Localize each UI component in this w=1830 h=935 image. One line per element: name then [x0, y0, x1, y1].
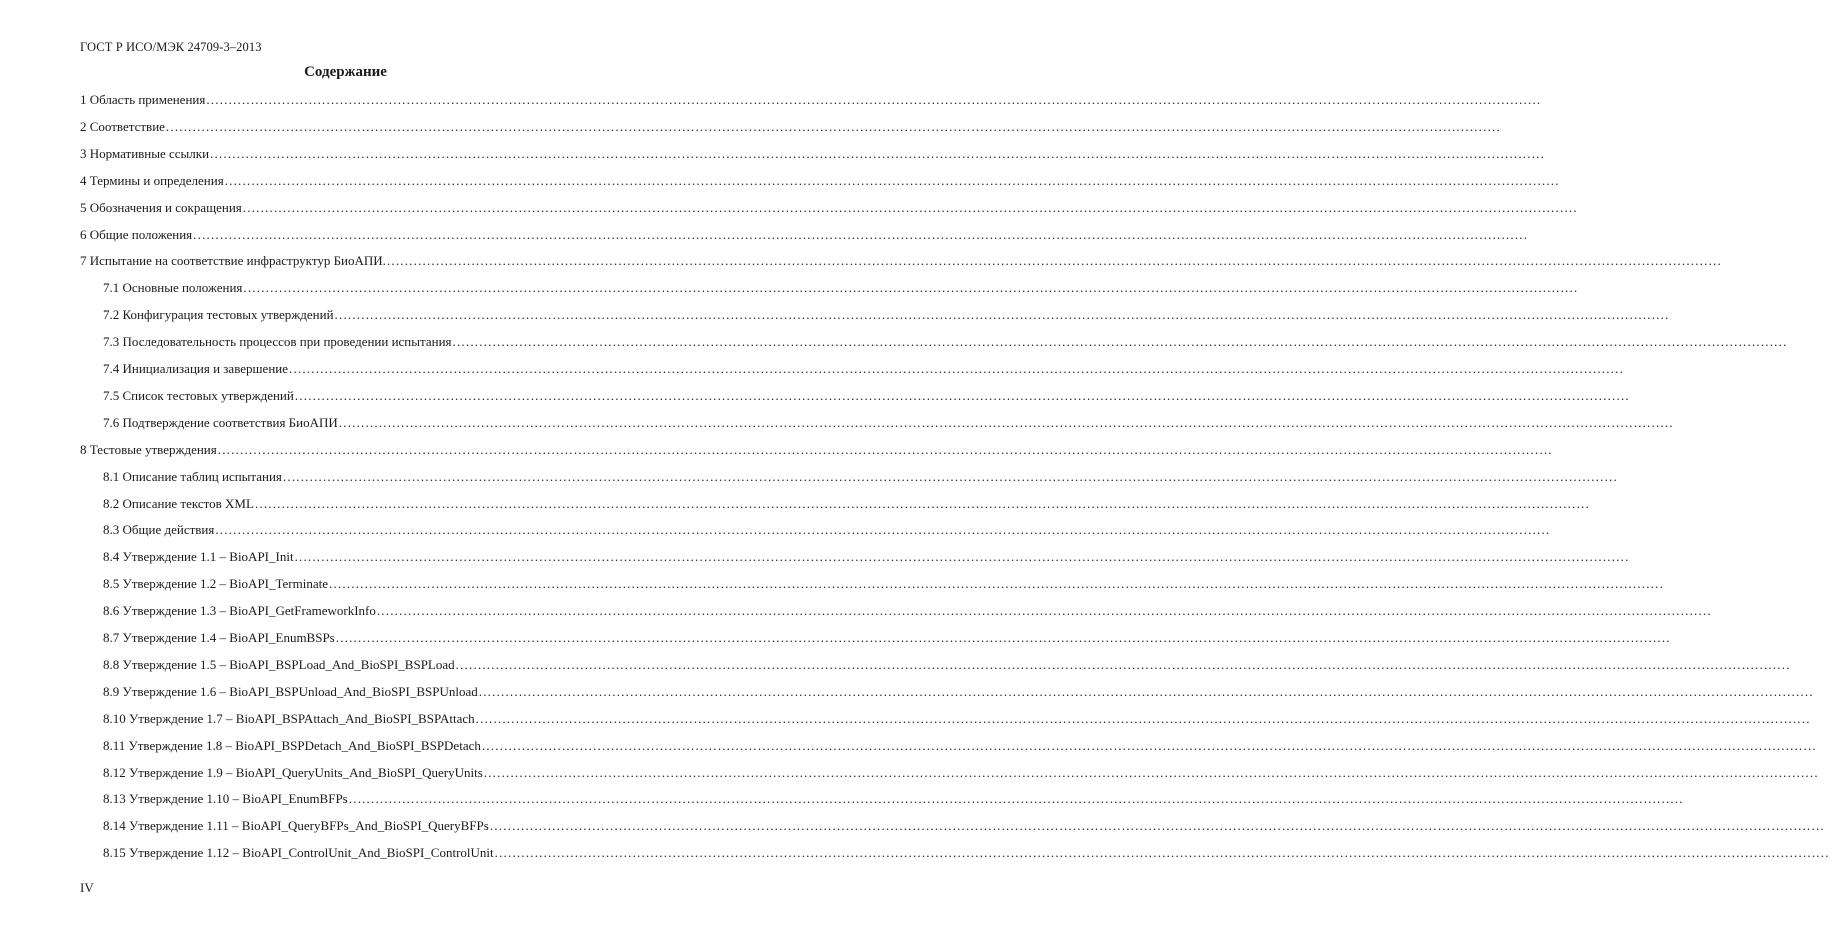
toc-entry[interactable]: [80, 172, 1560, 193]
toc-entry[interactable]: [103, 603, 1712, 623]
toc-dot-leader: ............................................................................................................................................................................................................................................................................................................: [475, 710, 1811, 726]
toc-entry-label: 7.5 Список тестовых утверждений: [103, 387, 294, 403]
toc-entry-label: 8.13 Утверждение 1.10 – BioAPI_EnumBFPs: [103, 791, 348, 807]
toc-dot-leader: ............................................................................................................................................................................................................................................................................................................: [224, 172, 1560, 188]
toc-entry[interactable]: [103, 334, 1788, 354]
toc-entry[interactable]: [103, 630, 1671, 650]
toc-dot-leader: ............................................................................................................................................................................................................................................................................................................: [455, 656, 1791, 672]
toc-dot-leader: ............................................................................................................................................................................................................................................................................................................: [483, 764, 1819, 780]
toc-entry[interactable]: [103, 791, 1684, 811]
toc-entry[interactable]: [103, 737, 1817, 758]
toc-dot-leader: ............................................................................................................................................................................................................................................................................................................: [478, 683, 1814, 699]
toc-entry-label: 8.4 Утверждение 1.1 – BioAPI_Init: [103, 549, 294, 565]
toc-entry[interactable]: [103, 387, 1630, 408]
toc-entry-label: 3 Нормативные ссылки: [80, 145, 210, 161]
toc-entry[interactable]: [80, 226, 1529, 247]
toc-entry[interactable]: [103, 361, 1625, 381]
toc-dot-leader: ............................................................................................................................................................................................................................................................................................................: [210, 145, 1546, 161]
toc-entry[interactable]: [103, 683, 1814, 704]
toc-entry-label: 7.3 Последовательность процессов при проведении испытания: [103, 334, 452, 350]
toc-dot-leader: ............................................................................................................................................................................................................................................................................................................: [481, 737, 1817, 753]
toc-dot-leader: ............................................................................................................................................................................................................................................................................................................: [494, 845, 1830, 861]
toc-entry-label: 1 Область применения: [80, 92, 206, 107]
toc-entry[interactable]: [103, 710, 1811, 731]
toc-dot-leader: ............................................................................................................................................................................................................................................................................................................: [348, 791, 1684, 807]
toc-title: Содержание: [304, 64, 387, 80]
toc-dot-leader: ............................................................................................................................................................................................................................................................................................................: [452, 334, 1788, 350]
toc-entry[interactable]: [103, 522, 1551, 542]
toc-entry[interactable]: [103, 818, 1825, 838]
toc-dot-leader: ............................................................................................................................................................................................................................................................................................................: [338, 414, 1674, 430]
toc-entry-label: 8 Тестовые утверждения: [80, 441, 217, 457]
toc-entry[interactable]: [103, 414, 1674, 435]
toc-dot-leader: ............................................................................................................................................................................................................................................................................................................: [294, 549, 1630, 565]
toc-dot-leader: ............................................................................................................................................................................................................................................................................................................: [386, 253, 1722, 269]
toc-dot-leader: ............................................................................................................................................................................................................................................................................................................: [282, 468, 1618, 484]
toc-entry[interactable]: [80, 441, 1553, 462]
toc-entry[interactable]: [103, 468, 1618, 489]
toc-dot-leader: ............................................................................................................................................................................................................................................................................................................: [329, 576, 1665, 592]
toc-dot-leader: ............................................................................................................................................................................................................................................................................................................: [243, 280, 1579, 296]
toc-entry-label: 2 Соответствие: [80, 118, 165, 134]
toc-entry-label: 5 Обозначения и сокращения: [80, 199, 242, 215]
toc-entry-label: 4 Термины и определения: [80, 172, 224, 188]
toc-entry[interactable]: [103, 307, 1670, 327]
toc-entry[interactable]: [80, 92, 1542, 112]
toc-entry[interactable]: [80, 253, 1722, 273]
toc-entry-label: 7 Испытание на соответствие инфраструктур БиоАПИ.: [80, 253, 386, 269]
toc-entry[interactable]: [103, 280, 1579, 300]
toc-entry-label: 7.4 Инициализация и завершение: [103, 361, 289, 376]
toc-dot-leader: ............................................................................................................................................................................................................................................................................................................: [254, 495, 1590, 511]
toc-dot-leader: ............................................................................................................................................................................................................................................................................................................: [376, 603, 1712, 619]
document-header: ГОСТ Р ИСО/МЭК 24709-3–2013: [80, 40, 262, 54]
toc-entry[interactable]: [103, 576, 1665, 596]
toc-entry[interactable]: [103, 845, 1830, 865]
toc-entry-label: 7.6 Подтверждение соответствия БиоАПИ: [103, 414, 338, 430]
toc-entry[interactable]: [103, 549, 1630, 569]
toc-entry-label: 8.15 Утверждение 1.12 – BioAPI_ControlUnit_And_BioSPI_ControlUnit: [103, 845, 494, 861]
page-number: IV: [80, 880, 94, 895]
toc-entry[interactable]: [80, 199, 1578, 220]
toc-entry-label: 8.7 Утверждение 1.4 – BioAPI_EnumBSPs: [103, 630, 335, 645]
toc-entry-label: 8.1 Описание таблиц испытания: [103, 468, 282, 484]
toc-entry-label: 8.5 Утверждение 1.2 – BioAPI_Terminate: [103, 576, 329, 592]
toc-dot-leader: ............................................................................................................................................................................................................................................................................................................: [165, 118, 1501, 134]
toc-entry-label: 8.2 Описание текстов XML: [103, 495, 254, 511]
toc-dot-leader: ............................................................................................................................................................................................................................................................................................................: [334, 307, 1670, 323]
toc-dot-leader: ............................................................................................................................................................................................................................................................................................................: [489, 818, 1825, 834]
toc-entry-label: 6 Общие положения: [80, 226, 193, 242]
toc-entry-label: 7.1 Основные положения: [103, 280, 243, 296]
toc-entry-label: 8.11 Утверждение 1.8 – BioAPI_BSPDetach_And_BioSPI_BSPDetach: [103, 737, 481, 753]
toc-entry-label: 8.6 Утверждение 1.3 – BioAPI_GetFrameworkInfo: [103, 603, 376, 619]
toc-entry-label: 8.12 Утверждение 1.9 – BioAPI_QueryUnits_And_BioSPI_QueryUnits: [103, 764, 483, 780]
toc-entry[interactable]: [103, 495, 1590, 516]
toc-entry[interactable]: [80, 145, 1546, 166]
toc-entry-label: 8.3 Общие действия: [103, 522, 215, 538]
toc-entry-label: 8.14 Утверждение 1.11 – BioAPI_QueryBFPs_And_BioSPI_QueryBFPs: [103, 818, 489, 834]
toc-entry-label: 8.8 Утверждение 1.5 – BioAPI_BSPLoad_And_BioSPI_BSPLoad: [103, 656, 455, 672]
toc-entry-label: 8.10 Утверждение 1.7 – BioAPI_BSPAttach_And_BioSPI_BSPAttach: [103, 710, 475, 726]
toc-dot-leader: ............................................................................................................................................................................................................................................................................................................: [206, 92, 1542, 107]
toc-dot-leader: ............................................................................................................................................................................................................................................................................................................: [193, 226, 1529, 242]
toc-dot-leader: ............................................................................................................................................................................................................................................................................................................: [335, 630, 1671, 645]
toc-entry-label: 8.9 Утверждение 1.6 – BioAPI_BSPUnload_And_BioSPI_BSPUnload: [103, 683, 478, 699]
toc-dot-leader: ............................................................................................................................................................................................................................................................................................................: [217, 441, 1553, 457]
toc-entry-label: 7.2 Конфигурация тестовых утверждений: [103, 307, 334, 323]
toc-dot-leader: ............................................................................................................................................................................................................................................................................................................: [242, 199, 1578, 215]
toc-entry[interactable]: [80, 118, 1501, 139]
toc-entry[interactable]: [103, 764, 1819, 785]
toc-dot-leader: ............................................................................................................................................................................................................................................................................................................: [215, 522, 1551, 538]
toc-dot-leader: ............................................................................................................................................................................................................................................................................................................: [289, 361, 1625, 376]
toc-dot-leader: ............................................................................................................................................................................................................................................................................................................: [294, 387, 1630, 403]
toc-entry[interactable]: [103, 656, 1791, 677]
